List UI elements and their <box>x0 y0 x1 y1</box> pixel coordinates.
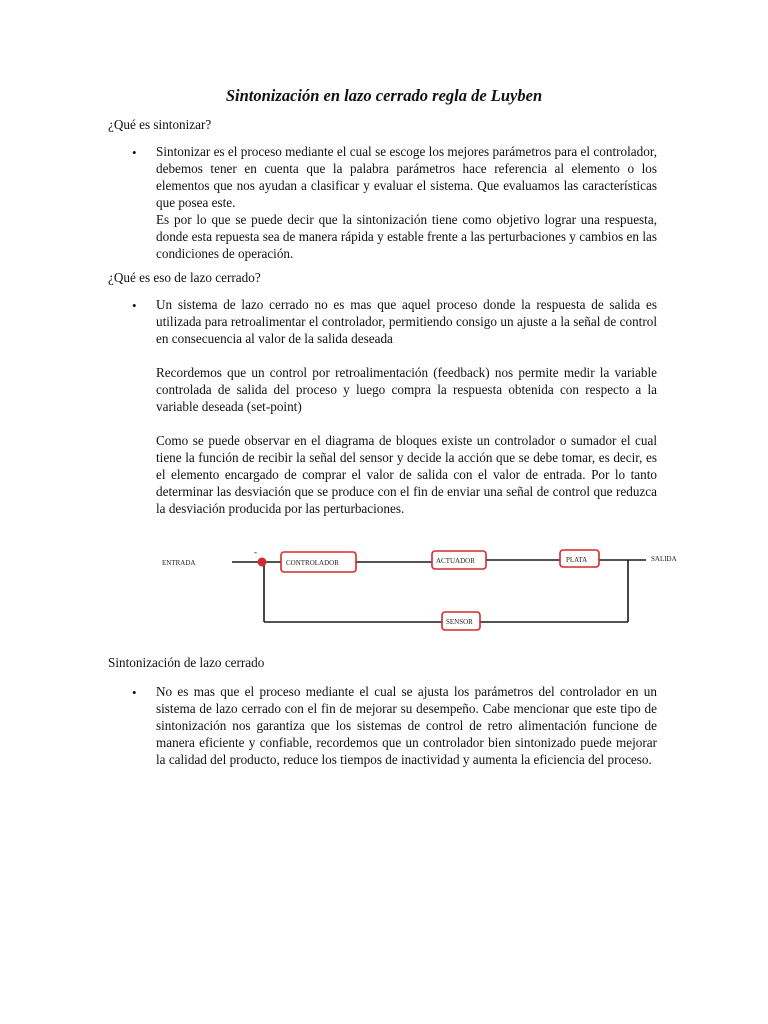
block-diagram <box>150 538 695 638</box>
document-title: Sintonización en lazo cerrado regla de Luyben <box>225 86 543 105</box>
controller-label: CONTROLADOR <box>286 559 339 567</box>
section-heading-sintonizacion: Sintonización de lazo cerrado <box>108 655 265 670</box>
paragraph: Sintonizar es el proceso mediante el cual se escoge los mejores parámetros para el controlador, debemos tener en cuenta que la palabra parámetros hace referencia al elemento o los elementos que nos ayudan a clasificar y evaluar el sistema. Que evaluamos las características que posea este. <box>156 144 657 210</box>
section-heading-sintonizar: ¿Qué es sintonizar? <box>108 117 212 132</box>
bullet-dot: • <box>132 298 137 313</box>
summing-sign: - <box>254 547 257 557</box>
sensor-label: SENSOR <box>446 618 473 626</box>
paragraph: Es por lo que se puede decir que la sintonización tiene como objetivo lograr una respuesta, donde esta repuesta sea de manera rápida y estable frente a las perturbaciones y cambios en las condiciones de operación. <box>156 212 657 261</box>
input-label: ENTRADA <box>162 559 196 567</box>
paragraph: No es mas que el proceso mediante el cual se ajusta los parámetros del controlador en un sistema de lazo cerrado con el fin de mejorar su desempeño. Cabe mencionar que este tipo de sintonización nos garantiza que los sistemas de control de retro alimentación funcione de manera eficiente y confiable, recordemos que un controlador bien sintonizado puede mejorar la calidad del producto, reduce los tiempos de inactividad y aumenta la eficiencia del proceso. <box>156 684 657 767</box>
summing-junction <box>258 558 266 566</box>
paragraph: Un sistema de lazo cerrado no es mas que aquel proceso donde la respuesta de salida es utilizada para retroalimentar el controlador, permitiendo consigo un ajuste a la señal de control en consecuencia al valor de la salida deseada <box>156 297 657 346</box>
paragraph: Recordemos que un control por retroalimentación (feedback) nos permite medir la variable controlada de salida del proceso y luego compra la respuesta obtenida con respecto a la variable deseada (set-point) <box>156 365 657 414</box>
actuator-label: ACTUADOR <box>436 557 475 565</box>
plant-label: PLATA <box>566 556 588 564</box>
bullet-dot: • <box>132 145 137 160</box>
section-body-sintonizar <box>156 143 657 262</box>
output-label: SALIDA <box>651 555 677 563</box>
bullet-dot: • <box>132 685 137 700</box>
paragraph: Como se puede observar en el diagrama de bloques existe un controlador o sumador el cual tiene la función de recibir la señal del sensor y decide la acción que se debe tomar, es decir, es el elemento encargado de comprar el valor de salida con el valor de entrada. Por lo tanto determinar las desviación que se produce con el fin de enviar una señal de control que reduzca la desviación producida por las perturbaciones. <box>156 433 657 516</box>
section-body-lazo-cerrado <box>156 296 657 517</box>
section-body-sintonizacion <box>156 683 657 768</box>
section-heading-lazo-cerrado: ¿Qué es eso de lazo cerrado? <box>108 270 261 285</box>
